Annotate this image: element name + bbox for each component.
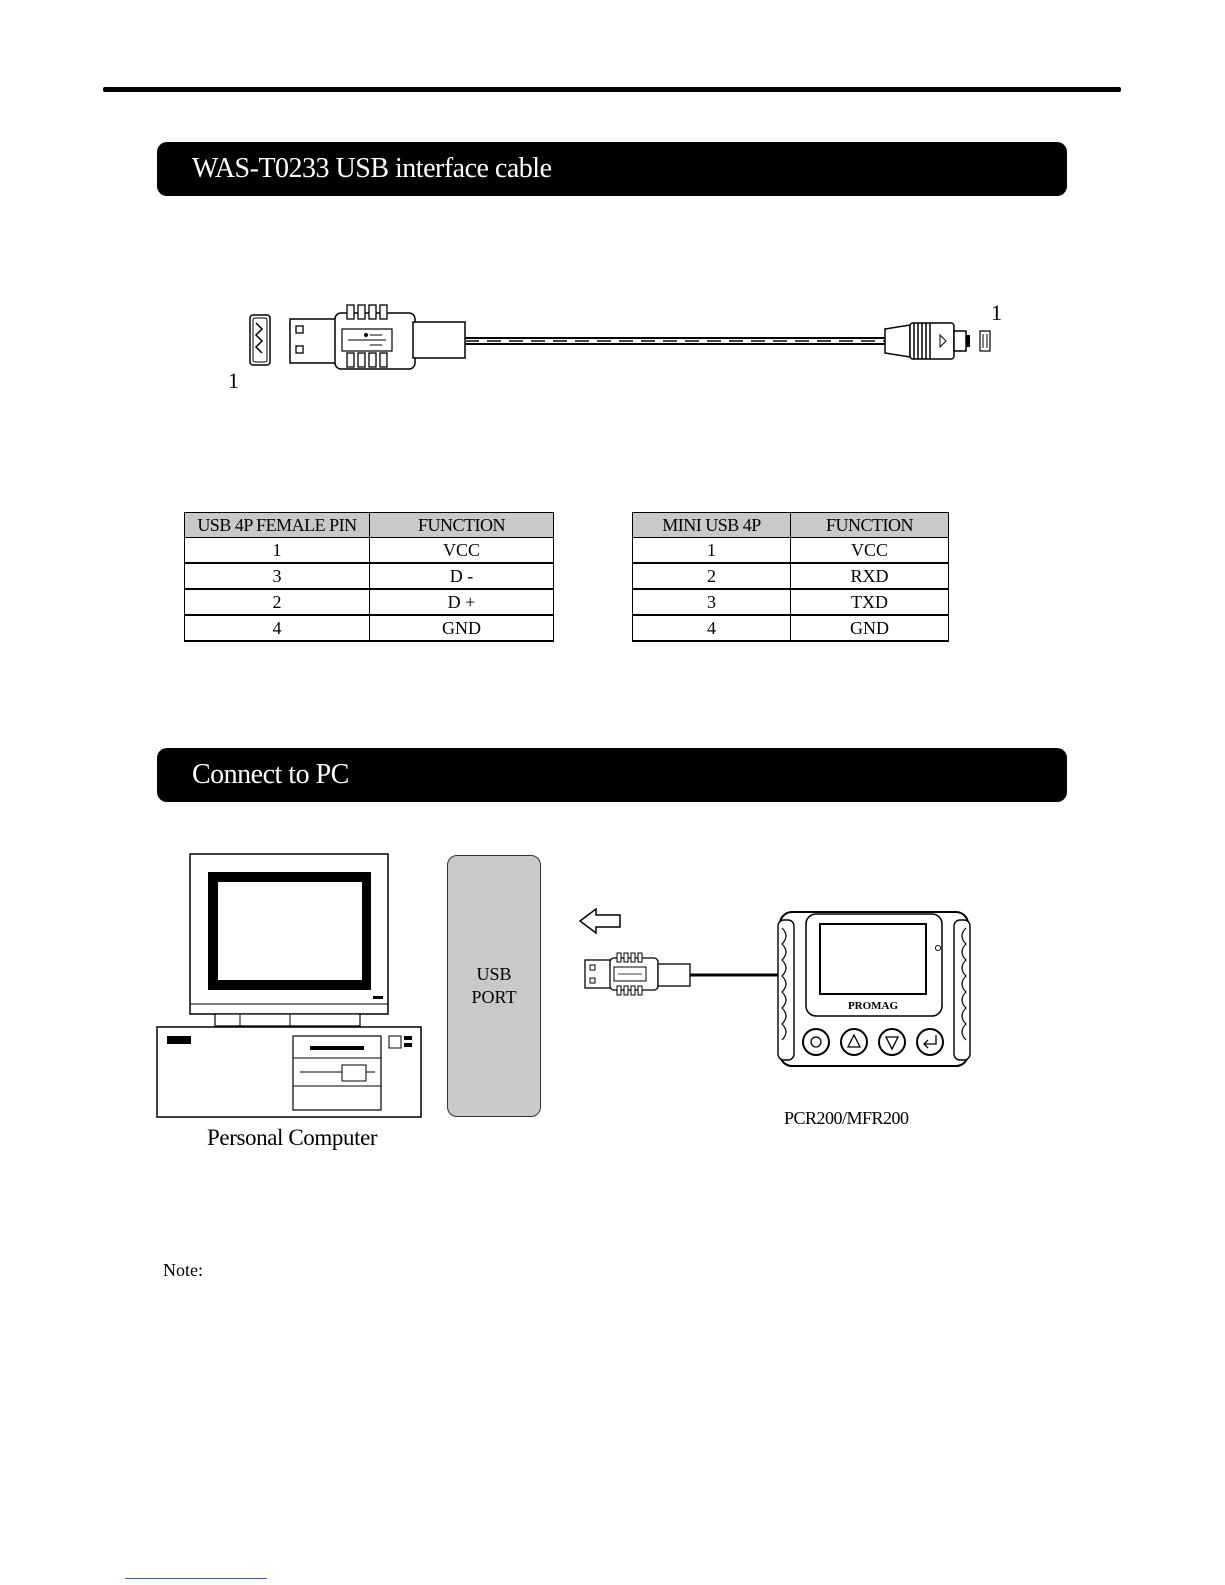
column-header: FUNCTION — [791, 513, 949, 538]
table-row — [633, 615, 949, 641]
table-row — [633, 589, 949, 615]
pin-cell: 1 — [633, 538, 791, 564]
section-title-connect: Connect to PC — [192, 759, 349, 790]
device-caption: PCR200/MFR200 — [784, 1108, 909, 1128]
pin-cell: 1 — [185, 538, 370, 564]
function-cell: D - — [370, 563, 554, 589]
table-row — [185, 538, 554, 564]
section-header-cable — [157, 142, 1067, 196]
function-cell: RXD — [791, 563, 949, 589]
usb-female-pin-table — [184, 512, 554, 642]
function-cell: VCC — [370, 538, 554, 564]
function-cell: D + — [370, 589, 554, 615]
personal-computer-icon — [155, 852, 425, 1122]
table-row — [185, 615, 554, 641]
pin-cell: 2 — [633, 563, 791, 589]
usb-cable-diagram — [220, 295, 1020, 405]
mini-usb-plug-icon — [885, 323, 970, 359]
top-rule — [103, 87, 1121, 92]
footer-link-underline — [125, 1578, 267, 1579]
cable-line — [465, 338, 885, 344]
table-header-row — [185, 513, 554, 538]
function-cell: GND — [791, 615, 949, 641]
pcr200-device-icon — [776, 908, 972, 1070]
pin-cell: 2 — [185, 589, 370, 615]
usb-port-box — [447, 855, 541, 1117]
pin1-label-left: 1 — [228, 368, 239, 393]
usb-port-label-line2: PORT — [471, 987, 517, 1007]
note-label: Note: — [163, 1260, 203, 1280]
pin-cell: 4 — [185, 615, 370, 641]
mini-usb-pin-table — [632, 512, 949, 642]
usb-a-female-port-icon — [250, 315, 270, 365]
section-header-connect — [157, 748, 1067, 802]
table-row — [185, 563, 554, 589]
usb-port-label-line1: USB — [476, 964, 512, 984]
pin-cell: 3 — [633, 589, 791, 615]
column-header: MINI USB 4P — [633, 513, 791, 538]
mini-usb-receptacle-icon — [980, 331, 990, 351]
table-row — [633, 563, 949, 589]
section-title-cable: WAS-T0233 USB interface cable — [192, 153, 552, 184]
function-cell: VCC — [791, 538, 949, 564]
pin1-label-right: 1 — [991, 300, 1002, 325]
device-brand-text: PROMAG — [847, 1000, 899, 1012]
usb-plug-cable-icon — [582, 950, 792, 1000]
table-header-row — [633, 513, 949, 538]
column-header: USB 4P FEMALE PIN — [185, 513, 370, 538]
usb-a-plug-icon — [290, 305, 465, 369]
function-cell: TXD — [791, 589, 949, 615]
left-arrow-icon — [578, 906, 624, 936]
pin-cell: 3 — [185, 563, 370, 589]
computer-caption: Personal Computer — [207, 1125, 378, 1150]
table-row — [185, 589, 554, 615]
pin-cell: 4 — [633, 615, 791, 641]
table-row — [633, 538, 949, 564]
column-header: FUNCTION — [370, 513, 554, 538]
function-cell: GND — [370, 615, 554, 641]
